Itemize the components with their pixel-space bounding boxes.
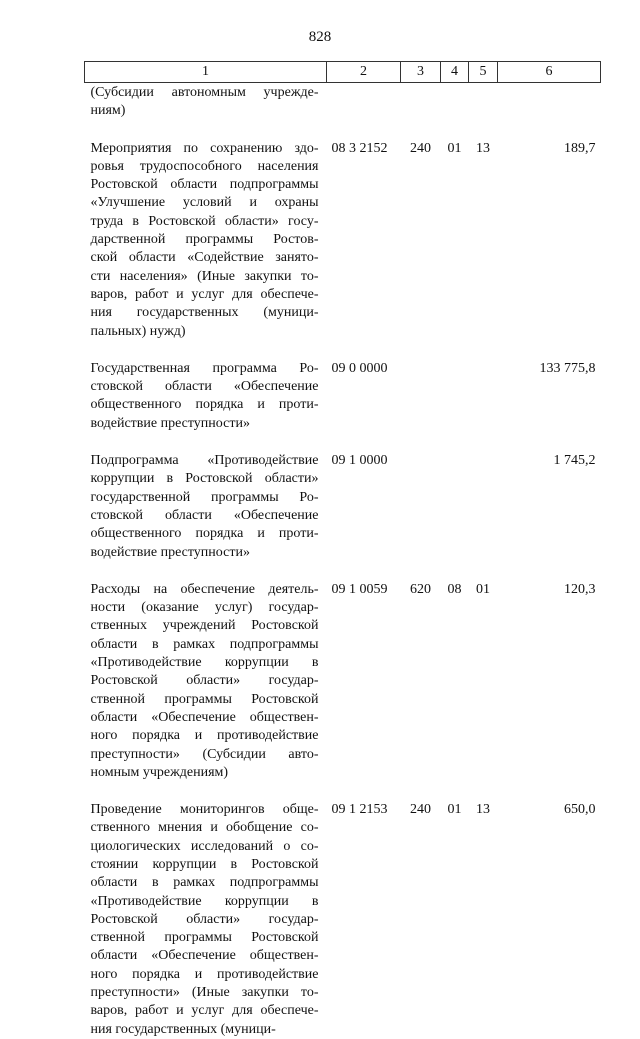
row-subsection: 13: [476, 140, 490, 156]
row-amount: 1 745,2: [553, 453, 596, 469]
row-expense-type: 620: [410, 581, 431, 597]
row-expense-type: [401, 354, 441, 446]
row-code: 08 3 2152: [331, 140, 388, 156]
row-description: Мероприятия по сохранению здо- ровья трудоспособного населения Ростовской области подпрограммы «Улучшение условий и охраны труда в Ростовской области» госу- дарственной программы Ростов- ской области «Содействие занято- сти населения» (Иные закупки то- варов, работ и услуг для обеспече- ния государственных (муници- пальных) нужд): [90, 140, 319, 339]
table-header-row: [85, 62, 601, 83]
row-amount: 650,0: [564, 802, 596, 818]
row-amount: 189,7: [564, 140, 596, 156]
table-row: [85, 134, 601, 354]
row-description: Государственная программа Ро- стовской области «Обеспечение общественного порядка и проти- водействие преступности»: [90, 360, 319, 431]
column-header: 1: [85, 62, 327, 83]
row-amount: [498, 83, 601, 134]
row-amount: 120,3: [564, 581, 596, 597]
column-header: 4: [441, 62, 469, 83]
table-row: [85, 795, 601, 1039]
column-header: 3: [401, 62, 441, 83]
column-header: 6: [498, 62, 601, 83]
page-number: 828: [308, 29, 332, 45]
row-section: 08: [447, 581, 462, 597]
row-code: 09 0 0000: [331, 360, 388, 376]
row-description: Расходы на обеспечение деятель- ности (оказание услуг) государ- ственных учреждений Ростовской области в рамках подпрограммы «Противодействие коррупции в Ростовской области» государ- ственной программы Ростовской области «Обеспечение обществен- ного порядка и противодействие преступности» (Субсидии авто- номным учреждениям): [90, 581, 319, 780]
row-description: Подпрограмма «Противодействие коррупции в Ростовской области» государственной программы Ро- стовской области «Обеспечение общественного порядка и проти- водействие преступности»: [90, 453, 319, 560]
row-section: [441, 446, 469, 575]
table-row: [85, 575, 601, 795]
row-code: [327, 83, 401, 134]
budget-table: [84, 61, 601, 1039]
table-row: [85, 446, 601, 575]
row-expense-type: [401, 83, 441, 134]
row-description: Проведение мониторингов обще- ственного мнения и обобщение со- циологических исследований о со- стоянии коррупции в Ростовской области в рамках подпрограммы «Противодействие коррупции в Ростовской области» государ- ственной программы Ростовской области «Обеспечение обществен- ного порядка и противодействие преступности» (Иные закупки то- варов, работ и услуг для обеспече- ния государственных (муници-: [90, 802, 319, 1037]
row-section: [441, 83, 469, 134]
row-subsection: 13: [476, 802, 490, 818]
row-section: [441, 354, 469, 446]
row-expense-type: 240: [410, 802, 431, 818]
row-expense-type: [401, 446, 441, 575]
row-subsection: [469, 446, 498, 575]
column-header: 5: [469, 62, 498, 83]
row-code: 09 1 0000: [331, 453, 388, 469]
row-subsection: 01: [476, 581, 490, 597]
row-subsection: [469, 354, 498, 446]
row-code: 09 1 2153: [331, 802, 388, 818]
row-description: (Субсидии автономным учрежде- ниям): [90, 85, 319, 119]
row-subsection: [469, 83, 498, 134]
row-amount: 133 775,8: [539, 360, 596, 376]
row-section: 01: [447, 802, 462, 818]
row-code: 09 1 0059: [331, 581, 388, 597]
table-row: [85, 83, 601, 134]
table-row: [85, 354, 601, 446]
row-expense-type: 240: [410, 140, 431, 156]
row-section: 01: [447, 140, 462, 156]
column-header: 2: [327, 62, 401, 83]
